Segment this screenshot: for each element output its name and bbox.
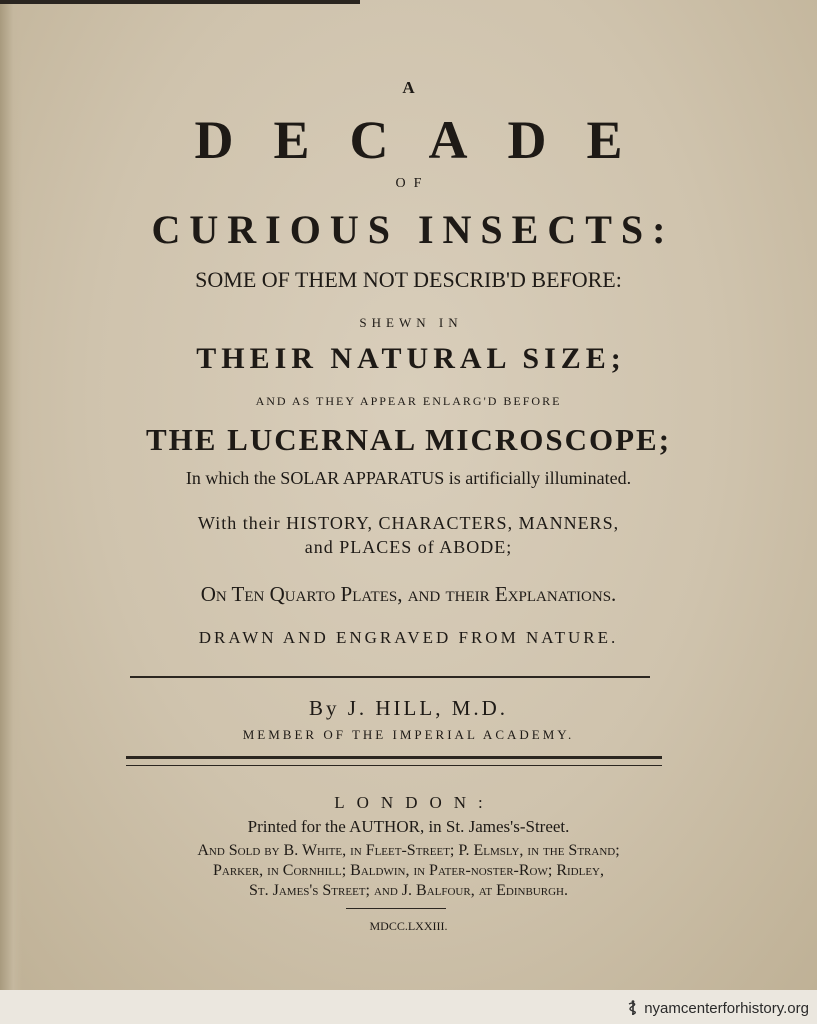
text-solar-apparatus: In which the SOLAR APPARATUS is artificially illuminated. [185, 468, 632, 488]
imprint-date: MDCC.LXXIII. [369, 919, 448, 933]
text-shewn-in: SHEWN IN [359, 315, 463, 330]
text-natural-size: THEIR NATURAL SIZE; [196, 342, 626, 375]
title-a: A [402, 78, 415, 97]
imprint-sold-line-2: Parker, in Cornhill; Baldwin, in Pater-noster-Row; Ridley, [213, 862, 604, 879]
double-rule-top [126, 756, 662, 759]
divider-rule [130, 676, 650, 678]
caduceus-icon [626, 1000, 640, 1016]
text-lucernal-microscope: THE LUCERNAL MICROSCOPE; [145, 422, 672, 457]
footer-watermark [626, 1000, 809, 1016]
imprint-sold-line-3: St. James's Street; and J. Balfour, at Edinburgh. [249, 882, 568, 899]
text-history-characters: With their HISTORY, CHARACTERS, MANNERS, [197, 513, 620, 533]
author-line: By J. HILL, M.D. [308, 696, 509, 720]
imprint-sold-line-1: And Sold by B. White, in Fleet-Street; P. Elmsly, in the Strand; [197, 842, 620, 859]
imprint-printed-for: Printed for the AUTHOR, in St. James's-Street. [247, 817, 570, 836]
title-of: OF [395, 176, 430, 191]
author-affiliation: MEMBER OF THE IMPERIAL ACADEMY. [242, 727, 575, 742]
subtitle-not-described: SOME OF THEM NOT DESCRIB'D BEFORE: [195, 267, 622, 292]
text-places-of-abode: and PLACES of ABODE; [304, 537, 513, 557]
title-decade: DECADE [194, 110, 663, 170]
footer-url: nyamcenterforhistory.org [644, 1000, 809, 1017]
double-rule-bottom [126, 765, 662, 766]
text-quarto-plates: On Ten Quarto Plates, and their Explanations. [200, 582, 617, 606]
text-drawn-engraved: DRAWN AND ENGRAVED FROM NATURE. [198, 628, 619, 647]
title-curious-insects: CURIOUS INSECTS: [151, 207, 675, 252]
imprint-london: LONDON: [334, 793, 495, 812]
text-enlarged-before: AND AS THEY APPEAR ENLARG'D BEFORE [255, 394, 562, 408]
date-rule [346, 908, 446, 909]
page-top-edge [0, 0, 360, 4]
